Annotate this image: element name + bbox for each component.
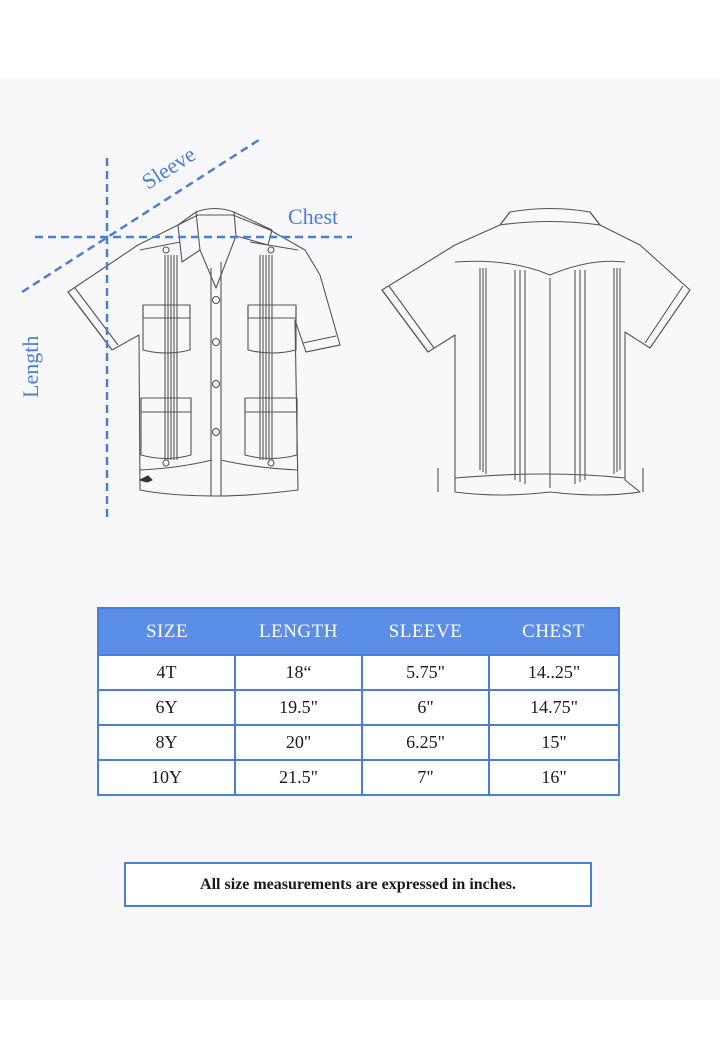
table-row (98, 690, 619, 725)
cell-length: 19.5" (235, 690, 362, 725)
table-row (98, 760, 619, 795)
bottom-band (0, 1000, 720, 1053)
bird-logo-icon (140, 476, 152, 482)
chest-label: Chest (288, 204, 339, 229)
cell-size: 6Y (98, 690, 235, 725)
length-label: Length (18, 335, 43, 398)
table-row (98, 725, 619, 760)
size-chart-table (97, 607, 620, 796)
table-row (98, 655, 619, 690)
header-size: SIZE (98, 608, 235, 655)
shirt-illustration (0, 130, 720, 530)
cell-size: 8Y (98, 725, 235, 760)
cell-chest: 14..25" (489, 655, 619, 690)
shirt-front (68, 209, 340, 497)
cell-size: 10Y (98, 760, 235, 795)
measurement-note (124, 862, 592, 907)
sleeve-label: Sleeve (137, 141, 200, 195)
cell-length: 21.5" (235, 760, 362, 795)
cell-length: 20" (235, 725, 362, 760)
cell-chest: 14.75" (489, 690, 619, 725)
table-header-row (98, 608, 619, 655)
cell-sleeve: 5.75" (362, 655, 489, 690)
cell-size: 4T (98, 655, 235, 690)
header-chest: CHEST (489, 608, 619, 655)
cell-chest: 15" (489, 725, 619, 760)
header-sleeve: SLEEVE (362, 608, 489, 655)
top-band (0, 0, 720, 78)
measurement-note-text: All size measurements are expressed in inches. (200, 875, 516, 893)
cell-length: 18“ (235, 655, 362, 690)
header-length: LENGTH (235, 608, 362, 655)
cell-sleeve: 6" (362, 690, 489, 725)
cell-sleeve: 6.25" (362, 725, 489, 760)
shirt-back (382, 209, 690, 496)
cell-sleeve: 7" (362, 760, 489, 795)
cell-chest: 16" (489, 760, 619, 795)
